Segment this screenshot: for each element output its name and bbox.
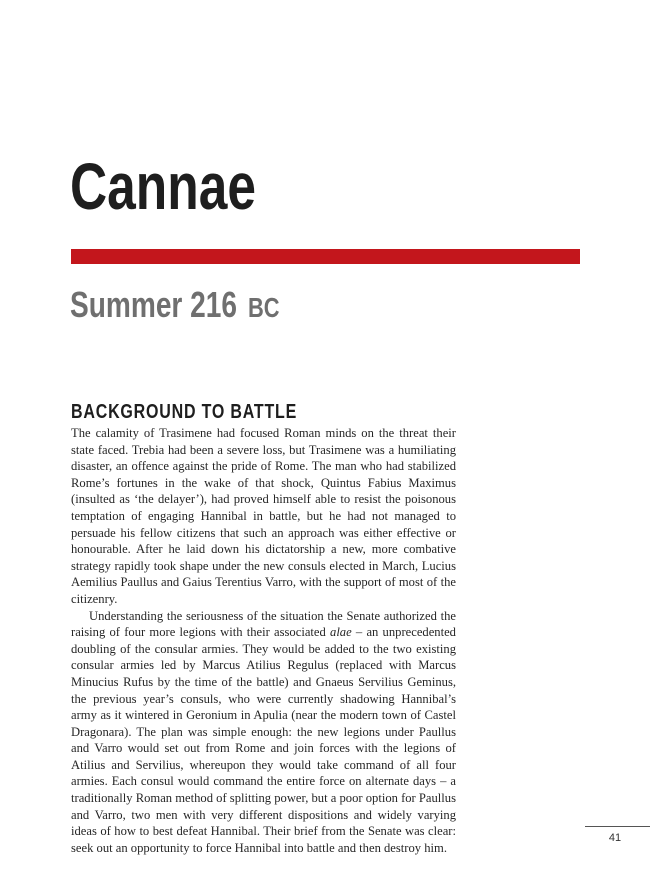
red-divider-rule	[71, 249, 580, 264]
chapter-date-year: Summer 216	[70, 284, 238, 325]
paragraph-2	[71, 608, 456, 857]
paragraph-1: The calamity of Trasimene had focused Roman minds on the threat their state faced. Trebia had been a severe loss, but Trasimene was a humiliating disaster, an offence against the pride of Rome. The man who had stabilized Rome’s fortunes in the wake of that shock, Quintus Fabius Maximus (insulted as ‘the delayer’), had proved himself able to resist the poisonous temptation of engaging Hannibal in battle, but he had not managed to persuade his fellow citizens that such an approach was either effective or honourable. After he laid down his dictatorship a new, more combative strategy rapidly took shape under the new consuls elected in March, Lucius Aemilius Paullus and Gaius Terentius Varro, with the support of most of the citizenry.	[71, 426, 456, 606]
body-text	[71, 425, 456, 856]
chapter-date-era: BC	[247, 292, 280, 323]
section-heading: BACKGROUND TO BATTLE	[71, 401, 298, 423]
paragraph-2-italic-term: alae	[330, 625, 352, 640]
page-number: 41	[608, 832, 622, 844]
page-number-rule	[585, 826, 650, 827]
chapter-title: Cannae	[70, 149, 256, 223]
paragraph-2-text-start: Understanding the seriousness of the situation the Senate authorized the raising of four more legions with their associated	[71, 608, 456, 640]
chapter-date	[70, 283, 280, 330]
paragraph-2-text-end: – an unprecedented doubling of the consular armies. They would be added to the two existing consular armies led by Marcus Atilius Regulus (replaced with Marcus Minucius Rufus by the time of the battle) and Gnaeus Servilius Geminus, the previous year’s consuls, who were currently shadowing Hannibal’s army as it wintered in Geronium in Apulia (near the modern town of Castel Dragonara). The plan was simple enough: the new legions under Paullus and Varro would set out from Rome and join forces with the legions of Atilius and Servilius, whereupon they would take command of all four armies. Each consul would command the entire force on alternate days – a traditionally Roman method of splitting power, but a poor option for Paullus and Varro, two men with very different dispositions and widely varying ideas of how to best defeat Hannibal. Their brief from the Senate was clear: seek out an opportunity to force Hannibal into battle and then destroy him.	[71, 625, 456, 855]
